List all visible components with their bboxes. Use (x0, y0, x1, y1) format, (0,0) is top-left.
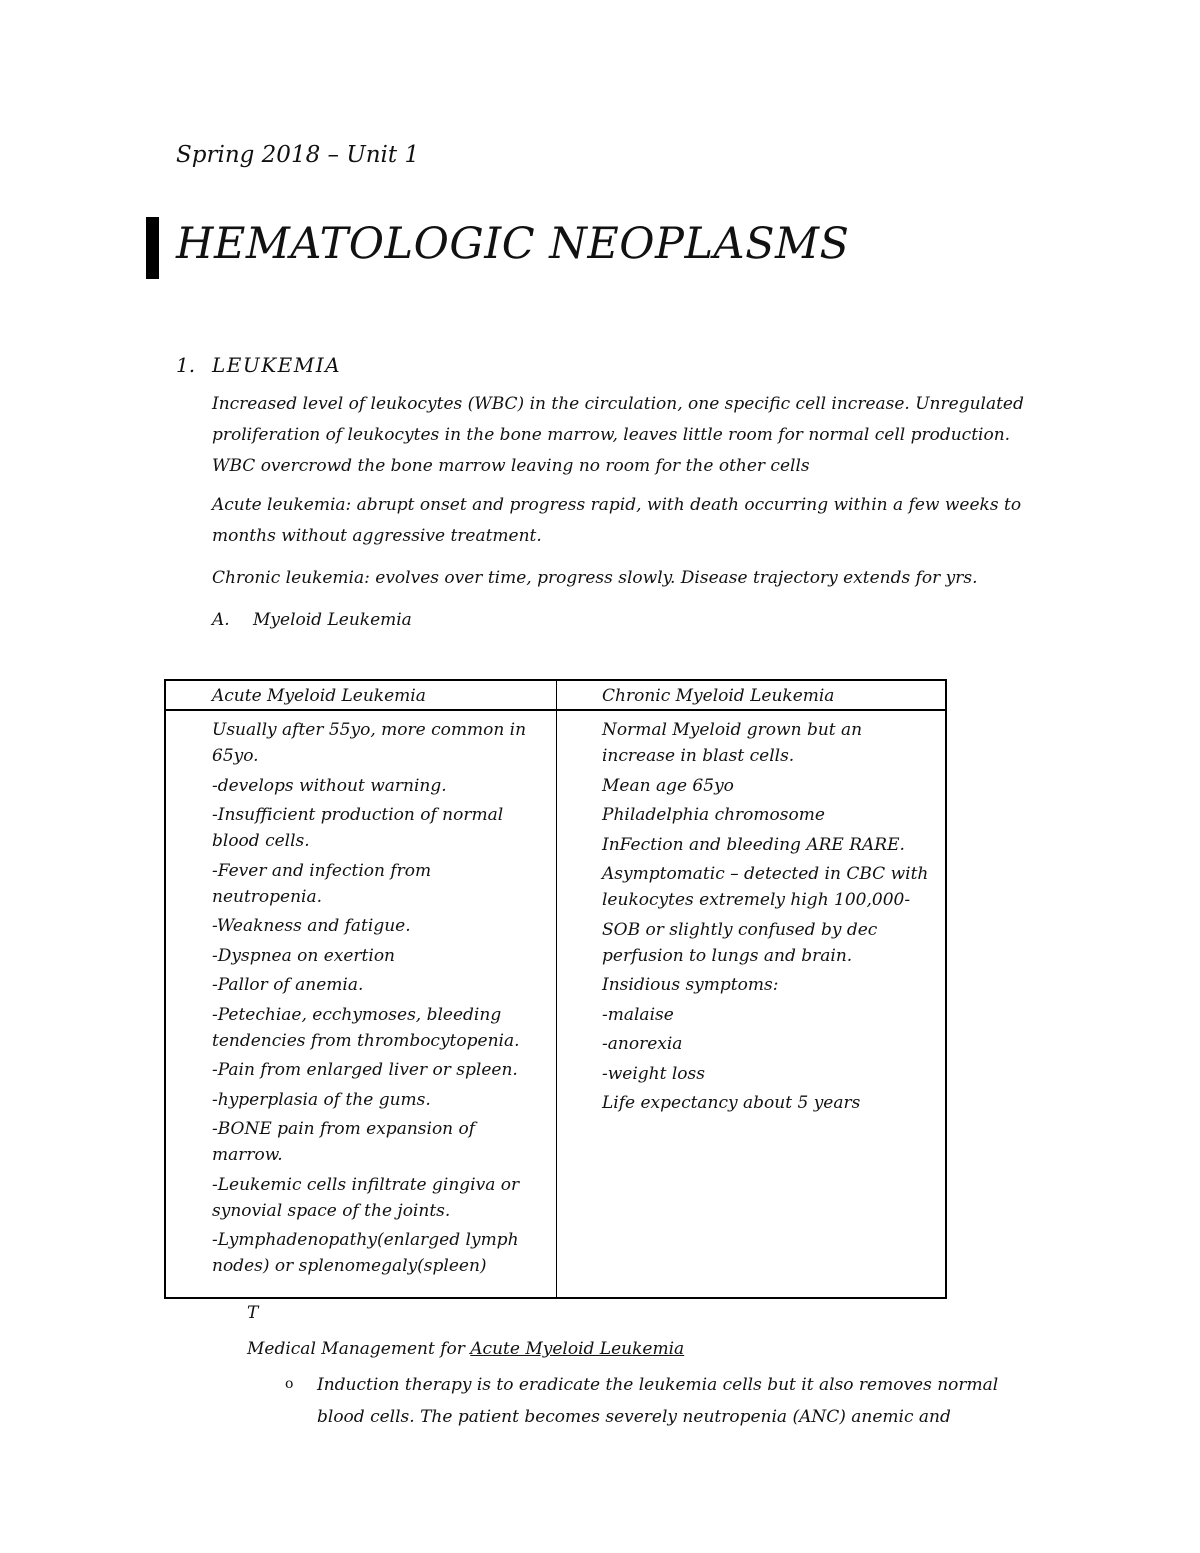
table-cell-item: Usually after 55yo, more common in 65yo. (212, 720, 527, 766)
induction-therapy-bullet: Induction therapy is to eradicate the leukemia cells but it also removes normal blood cells. The patient becomes severely neutropenia (ANC) anemic and (317, 1375, 999, 1427)
table-cell-item: -develops without warning. (212, 775, 447, 796)
section-number: 1. (176, 353, 196, 377)
table-cell-item: Insidious symptoms: (602, 975, 779, 995)
page-title: HEMATOLOGIC NEOPLASMS (176, 219, 850, 269)
table-cell-item: -malaise (602, 1004, 674, 1025)
table-cell-item: -Leukemic cells infiltrate gingiva or synovial space of the joints. (212, 1174, 520, 1221)
cml-column (602, 717, 932, 1120)
table-cell-item: -weight loss (602, 1063, 705, 1084)
table-cell-item: -BONE pain from expansion of marrow. (212, 1119, 476, 1165)
table-cell-item: -Lymphadenopathy(enlarged lymph nodes) or splenomegaly(spleen) (212, 1230, 519, 1276)
management-heading-underlined: Acute Myeloid Leukemia (470, 1339, 685, 1359)
hollow-bullet-icon: o (285, 1376, 294, 1392)
table-column-divider (556, 681, 557, 1297)
table-cell-item: -Petechiae, ecchymoses, bleeding tendencies from thrombocytopenia. (212, 1004, 520, 1051)
aml-column (212, 717, 542, 1283)
acute-leukemia-paragraph: Acute leukemia: abrupt onset and progress rapid, with death occurring within a few weeks to months without aggressive treatment. (212, 495, 1022, 546)
table-cell-item: Normal Myeloid grown but an increase in blast cells. (602, 720, 863, 766)
table-cell-item: -Pain from enlarged liver or spleen. (212, 1060, 518, 1080)
stray-letter: T (247, 1303, 259, 1323)
table-cell-item: -Dyspnea on exertion (212, 945, 396, 966)
table-cell-item: InFection and bleeding ARE RARE. (602, 834, 905, 855)
comparison-table (164, 679, 947, 1299)
table-header-cml: Chronic Myeloid Leukemia (602, 686, 835, 706)
table-cell-item: Life expectancy about 5 years (602, 1093, 861, 1113)
table-header-aml: Acute Myeloid Leukemia (212, 686, 426, 706)
table-cell-item: -Weakness and fatigue. (212, 916, 411, 936)
management-heading (247, 1339, 684, 1359)
table-cell-item: Asymptomatic – detected in CBC with leukocytes extremely high 100,000- (602, 864, 929, 910)
table-cell-item: -anorexia (602, 1034, 683, 1054)
table-cell-item: Philadelphia chromosome (602, 805, 825, 825)
chronic-leukemia-paragraph: Chronic leukemia: evolves over time, progress slowly. Disease trajectory extends for yrs. (212, 568, 978, 588)
section-title: LEUKEMIA (212, 353, 342, 377)
leukemia-definition-paragraph: Increased level of leukocytes (WBC) in the circulation, one specific cell increase. Unregulated proliferation of leukocytes in the bone marrow, leaves little room for normal cell production. WBC overcrowd the bone marrow leaving no room for the other cells (212, 394, 1024, 476)
title-accent-bar (146, 217, 159, 279)
table-cell-item: -hyperplasia of the gums. (212, 1089, 431, 1110)
table-cell-item: -Fever and infection from neutropenia. (212, 860, 432, 907)
subsection-label: Myeloid Leukemia (253, 610, 412, 630)
table-cell-item: -Insufficient production of normal blood cells. (212, 805, 504, 851)
subsection-letter: A. (212, 610, 230, 630)
table-cell-item: Mean age 65yo (602, 775, 734, 796)
table-header-divider (166, 709, 945, 711)
table-cell-item: SOB or slightly confused by dec perfusion to lungs and brain. (602, 919, 878, 966)
management-heading-prefix: Medical Management for (247, 1339, 471, 1359)
table-cell-item: -Pallor of anemia. (212, 975, 364, 995)
course-subtitle: Spring 2018 – Unit 1 (176, 142, 420, 168)
